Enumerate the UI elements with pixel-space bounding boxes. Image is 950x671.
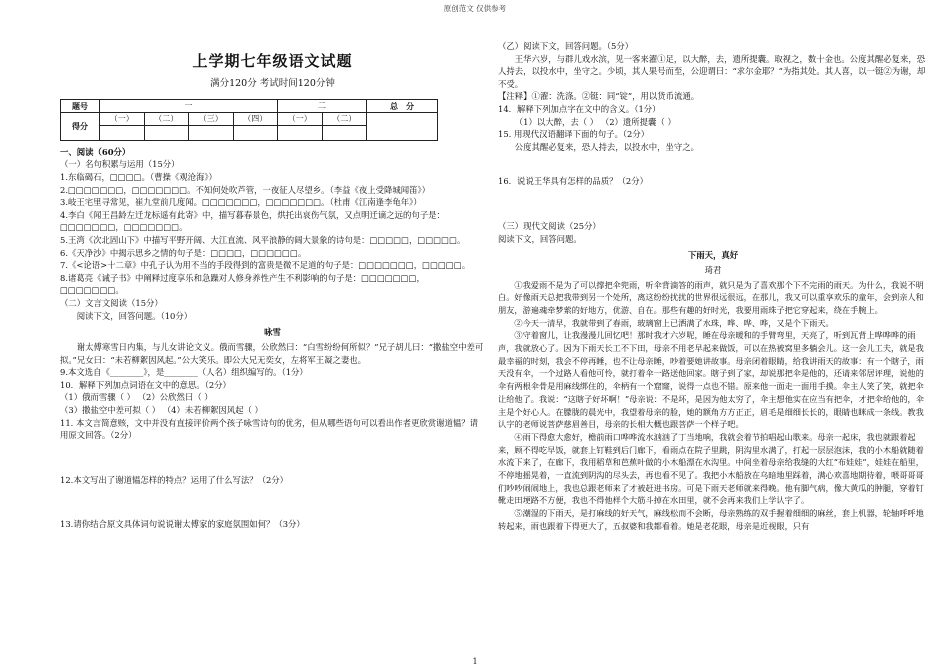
question: 2.□□□□□□□，□□□□□□□。不知何处吹芦管，一夜征人尽望乡。（李益《夜上受降城闻笛》） <box>60 184 431 195</box>
question: 14．解释下列加点字在文中的含义。（1分） <box>498 104 661 115</box>
score-cell[interactable] <box>144 125 189 140</box>
page-title: 上学期七年级语文试题 <box>192 52 353 70</box>
essay-title: 下雨天，真好 <box>687 250 739 261</box>
question-part: 公度其醒必复来，恐人持去，以投水中，坐守之。 <box>514 141 700 152</box>
header-note: 原创范文 仅供参考 <box>443 4 507 13</box>
question: 1.东临碣石，□□□□。（曹操《观沧海》） <box>60 171 217 182</box>
section-heading: 一、阅读（60分） <box>60 146 131 157</box>
annotation: 【注释】①濯：洗涤。②铤：同“锭”，用以货币流通。 <box>498 91 700 102</box>
score-table-part1: 一 <box>100 99 278 112</box>
score-total-cell[interactable] <box>367 112 438 140</box>
right-column <box>498 40 928 533</box>
score-cell[interactable] <box>322 125 367 140</box>
subsection-heading: （一）名句积累与运用（15分） <box>60 159 180 170</box>
answer-space[interactable] <box>498 188 928 220</box>
score-sub-4: （四） <box>233 112 278 125</box>
question: 3.岐王宅里寻常见，崔九堂前几度闻。□□□□□□□，□□□□□□□。（杜甫《江南逢李龟年》） <box>60 197 422 208</box>
instruction: 阅读下文，回答问题。 <box>498 233 582 244</box>
score-table-header-label: 题号 <box>61 99 100 112</box>
score-table-part2: 二 <box>278 99 367 112</box>
question: 11. 本文言简意赅，文中并没有直接评价两个孩子咏雪诗句的优劣，但从哪些语句可以看出作者更欣赏谢道韫？请用原文回答。（2分） <box>60 417 478 441</box>
passage-title: 咏雪 <box>264 327 281 338</box>
question: 4.李白《闻王昌龄左迁龙标遥有此寄》中，描写暮春景色，烘托出哀伤气氛，又点明迁谪之远的句子是：□□□□□□□，□□□□□□□。 <box>60 209 445 233</box>
left-column <box>60 40 485 531</box>
score-sub-2: （二） <box>144 112 189 125</box>
instruction: 阅读下文，回答问题。（10分） <box>76 310 193 321</box>
score-sub-1: （一） <box>100 112 145 125</box>
score-cell[interactable] <box>100 125 145 140</box>
question: 9.本文选自《________》，是________（人名）组织编写的。（1分） <box>60 367 308 378</box>
question: 8.诸葛亮《诫子书》中阐释过度享乐和急躁对人修身养性产生不利影响的句子是：□□□□□□□，□□□□□□□。 <box>60 272 425 296</box>
score-sub-3: （三） <box>189 112 234 125</box>
answer-space[interactable] <box>60 442 485 474</box>
question: 7.《<论语>十二章》中孔子认为用不当的手段得到的富贵是微不足道的句子是：□□□□□□□，□□□□□。 <box>60 260 471 271</box>
question: 10．解释下列加点词语在文中的意思。（2分） <box>60 379 231 390</box>
subsection-heading: （乙）阅读下文，回答问题。（5分） <box>498 41 634 51</box>
question: 15. 用现代汉语翻译下面的句子。（2分） <box>498 129 650 140</box>
essay-paragraph: ⑤潮湿的下雨天，是打麻线的好天气，麻线松而不会断，母亲熟练的双手握着细细的麻丝，套上机器，轮轴呼呼地转起来，雨也跟着下得更大了，五叔婆和我都看着。她是老花眼，母亲是近视眼，只有 <box>498 508 924 531</box>
essay-author: 琦君 <box>704 264 722 275</box>
score-sub-6: （二） <box>322 112 367 125</box>
score-cell[interactable] <box>233 125 278 140</box>
passage-text: 谢太傅寒雪日内集，与儿女讲论文义。俄而雪骤，公欣然曰：“白雪纷纷何所似？”兄子胡儿曰：“撒盐空中差可拟。”兄女曰：“未若柳絮因风起。”公大笑乐。即公大兄无奕女，左将军王凝之妻也。 <box>60 341 484 365</box>
question-part: （3）撒盐空中差可拟（ ） （4）未若柳絮因风起（ ） <box>60 404 263 415</box>
score-table-row-label: 得分 <box>61 112 100 140</box>
question: 12.本文写出了谢道韫怎样的特点？运用了什么写法？（2分） <box>60 474 289 485</box>
passage-text: 王华六岁，与群儿戏水滨，见一客来濯①足，以大醉，去，遗所提囊。取视之，数十金也。公度其醒必复来，恐人持去，以投水中，坐守之。少顷，其人果号而至，公迎谓曰：“求尔金耶？”为指其处。其人喜，以一铤②为谢，却不受。 <box>498 53 926 89</box>
score-cell[interactable] <box>278 125 323 140</box>
answer-space[interactable] <box>498 153 928 175</box>
question: 13.请你结合原文具体词句说说谢太傅家的家庭氛围如何？（3分） <box>60 519 305 530</box>
question-part: （1）以大醉，去（ ） （2）遗所提囊（ ） <box>514 116 676 127</box>
score-table-total: 总 分 <box>367 99 438 112</box>
essay-paragraph: ①我爱雨不是为了可以撑把伞兜雨，听伞背滴答的雨声，就只是为了喜欢那个下不完雨的雨天。为什么，我说不明白。好像雨天总把我带到另一个处所，离这纷纷扰扰的世界很远很远，在那儿，我又可以重享欢乐的童年，会到亲人和朋友，游遍魂牵梦萦的好地方，优游、自在。那些有趣的好时光，我要用雨珠子把它穿起来，绕在手腕上。 <box>498 279 924 315</box>
essay-paragraph: ②今天一清早，我就带到了春雨，玻璃窗上已洒满了水珠，哗、哗、哗，又是个下雨天。 <box>514 317 834 328</box>
page-subtitle: 满分120分 考试时间120分钟 <box>210 77 335 89</box>
page-number: 1 <box>472 657 478 666</box>
question: 6.《天净沙》中揭示思乡之情的句子是：□□□□，□□□□□□。 <box>60 247 307 258</box>
score-cell[interactable] <box>189 125 234 140</box>
answer-space[interactable] <box>60 486 485 518</box>
question-part: （1）俄而雪骤（ ） （2）公欣然曰（ ） <box>60 392 213 403</box>
question: 5.王湾《次北固山下》中描写平野开阔、大江直流、风平浪静的阔大景象的诗句是：□□□□□，□□□□□。 <box>60 235 466 246</box>
essay-paragraph: ④雨下得愈大愈好，檐前雨口哗哗流水汹汹了丁当地响，我就会着节拍唱起山歌来。母亲一起床，我也就跟着起来，顾不得吃早饭，就套上钉鞋到后门廊下，看雨点在院子里跳，阴沟里水满了，打起一层层泡沫，我的小木船就随着水流下来了，在廊下，我用稻草和芭蕉叶做的小木船漂在水沟里。中间坐着母亲给我缝的大红“布娃娃”，娃娃在船里，不停地摇晃着，一直流到阴沟的尽头去，再也看不见了。我把小木船放在乌暗地里踩着，满心欢喜地期待着，喂哥哥哥们吵吵闹闹地上，我也总跟老师来了才被赶进书房。可是下雨天老师就来得晚。他有脚气病，像大黄瓜的肿腿，穿着钉靴走田埂路不方便，我也不得他样个大筋斗掉在水田里，就不会再来我们上学认字了。 <box>498 431 924 506</box>
subsection-heading: （二）文言文阅读（15分） <box>60 298 163 309</box>
score-sub-5: （一） <box>278 112 323 125</box>
subsection-heading: （三）现代文阅读（25分） <box>498 221 601 232</box>
essay-paragraph: ③守着窗儿，让我漫漫儿回忆吧！那时我才六岁呢，睡在母亲暖和的手臂弯里，天亮了，听到瓦背上哗哗哗的雨声，我就放心了。因为下雨天长工不下田，母亲不用老早起来做饭，可以在热被窝里多躺会儿。这一会儿工夫，就是我最幸福的时刻，我会不停再睡，也不让母亲睡，吵着要她讲故事。母亲闭着眼睛，给我讲雨天的故事：有一个瞎子，雨天没有伞，一个过路人看他可怜，就打着伞一路送他回家。瞎子到了家，却说那把伞是他的，还请来邻居评理，说他的伞有两根伞骨是用麻线绑住的，伞柄有一个窟窿，说得一点也不错。原来他一面走一面用手摸。伞主人笑了笑，就把伞让给他了。我说：“这瞎子好坏啊！”母亲说：不是坏，是因为他太穷了，伞主想他实在应当有把伞，才把伞给他的，伞主是个好心人。在朦胧的晨光中，我望着母亲的脸，她的额角方方正正，眉毛是细细长长的，眼睛也眯成一条线。教我认字的老师说菩萨慈眉善目，母亲的长相大概也跟菩萨一个样子吧。 <box>498 330 924 430</box>
score-table <box>60 99 438 141</box>
question: 16．说说王华具有怎样的品质？（2分） <box>498 176 648 187</box>
